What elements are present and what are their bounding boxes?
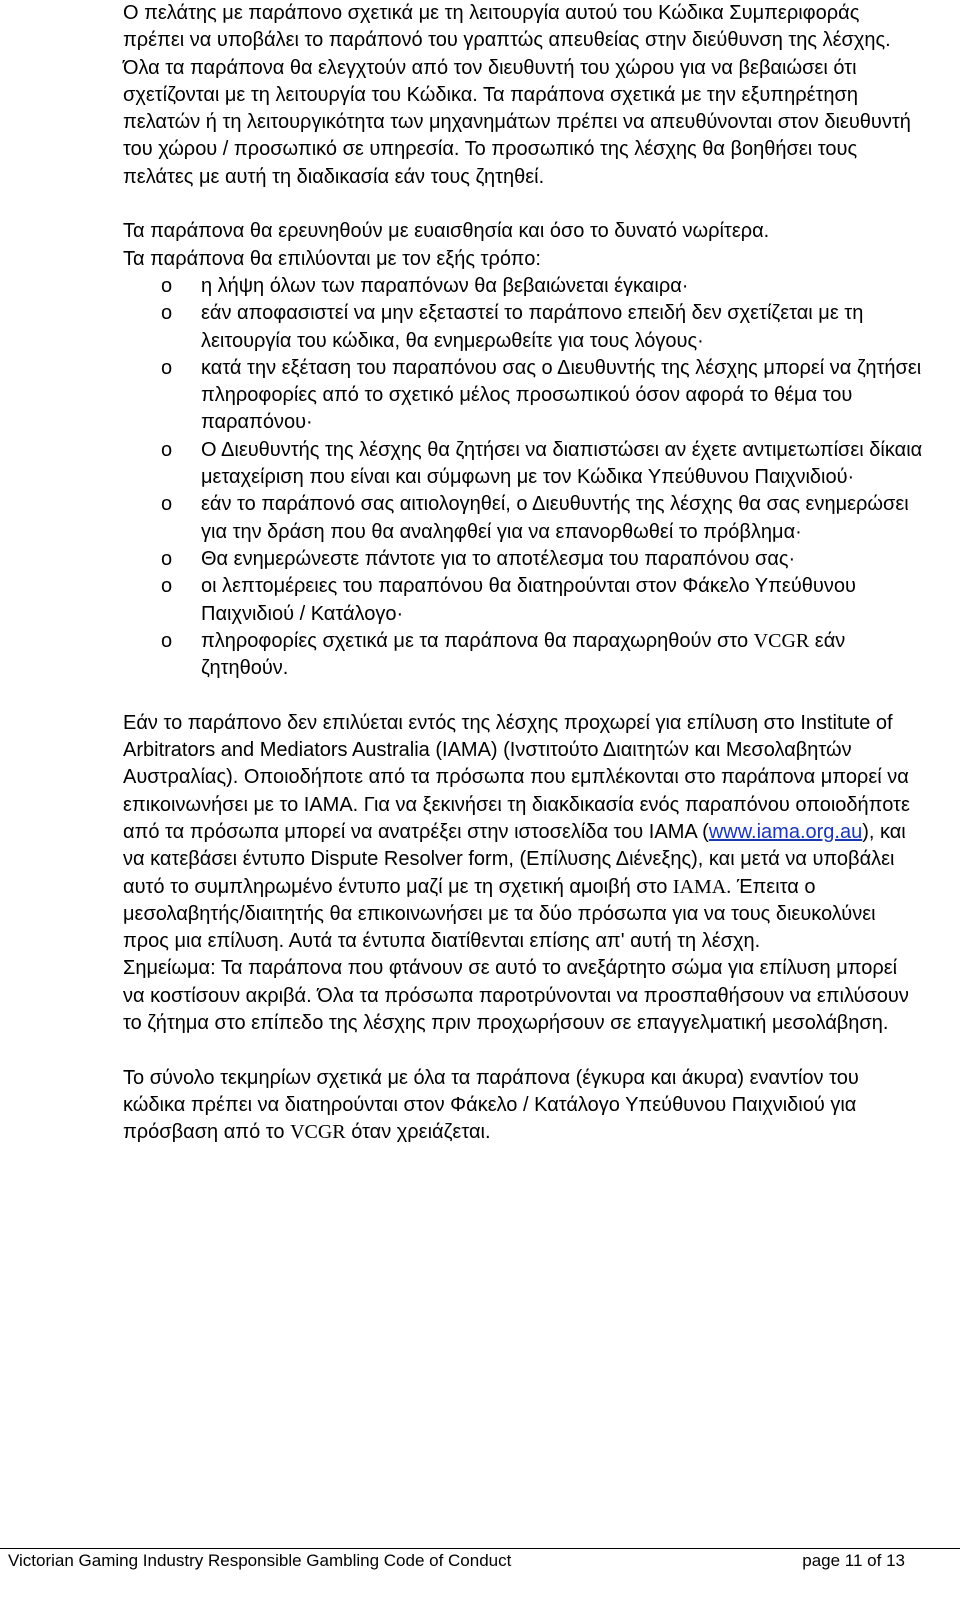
bullet-marker: o — [161, 547, 173, 570]
vcgr-acronym: VCGR — [753, 629, 810, 652]
footer-document-title: Victorian Gaming Industry Responsible Gambling Code of Conduct — [8, 1551, 512, 1570]
iama-paragraph — [123, 710, 923, 956]
iama-text-part3: Έπειτα ο μεσολαβητής/διαιτητής θα επικοινωνήσει με τα δύο πρόσωπα για να τους διευκολύνει προς μια επίλυση. Αυτά τα έντυπα διατίθενται επίσης απ' αυτή τη λέσχη. — [123, 875, 876, 953]
resolution-intro: Τα παράπονα θα επιλύονται με τον εξής τρόπο: — [123, 247, 541, 270]
list-item — [123, 628, 923, 683]
bullet-marker: o — [161, 274, 173, 297]
intro-paragraph: Ο πελάτης με παράπονο σχετικά με τη λειτουργία αυτού του Κώδικα Συμπεριφοράς πρέπει να υποβάλει το παράπονό του γραπτώς απευθείας στην διεύθυνση της λέσχης. Όλα τα παράπονα θα ελεγχτούν από τον διευθυντή του χώρου για να βεβαιώσει ότι σχετίζονται με τη λειτουργία του Κώδικα. Τα παράπονα σχετικά με την εξυπηρέτηση πελατών ή τη λειτουργικότητα των μηχανημάτων πρέπει να απευθύνονται στον διευθυντή του χώρου / προσωπικό σε υπηρεσία. Το προσωπικό της λέσχης θα βοηθήσει τους πελάτες με αυτή τη διαδικασία εάν τους ζητηθεί. — [123, 2, 911, 188]
iama-acronym: IAMA. — [672, 875, 732, 898]
list-item — [123, 355, 923, 437]
paragraph-gap — [123, 682, 923, 709]
iama-website-link[interactable]: www.iama.org.au — [708, 820, 863, 843]
note-paragraph: Σημείωμα: Τα παράπονα που φτάνουν σε αυτό το ανεξάρτητο σώμα για επίλυση μπορεί να κοστίσουν ακριβά. Όλα τα πρόσωπα παροτρύνονται να προσπαθήσουν να επιλύσουν το ζήτημα στο επίπεδο της λέσχης πριν προχωρήσουν σε επαγγελματική μεσολάβηση. — [123, 957, 909, 1034]
investigation-paragraph: Τα παράπονα θα ερευνηθούν με ευαισθησία και όσο το δυνατό νωρίτερα. — [123, 220, 770, 243]
list-item — [123, 491, 923, 546]
bullet-marker: o — [161, 493, 173, 516]
list-item-text-end: εάν ζητηθούν. — [201, 629, 846, 680]
paragraph-gap — [123, 1037, 923, 1064]
list-item-text: εάν αποφασιστεί να μην εξεταστεί το παράπονο επειδή δεν σχετίζεται με τη λειτουργία του κώδικα, θα ενημερωθείτε για τους λόγους· — [201, 302, 864, 352]
records-paragraph — [123, 1065, 923, 1147]
list-item-text: εάν το παράπονό σας αιτιολογηθεί, ο Διευθυντής της λέσχης θα σας ενημερώσει για την δράση που θα αναληφθεί για να επανορθωθεί το πρόβλημα· — [201, 493, 909, 543]
list-item — [123, 573, 923, 628]
list-item — [123, 437, 923, 492]
iama-text-part2: ), και να κατεβάσει έντυπο Dispute Resolver form, (Επίλυσης Διένεξης), και μετά να υποβάλει αυτό το συμπληρωμένο έντυπο μαζί με τη σχετική αμοιβή στο — [123, 820, 906, 898]
list-item-text: κατά την εξέταση του παραπόνου σας ο Διευθυντής της λέσχης μπορεί να ζητήσει πληροφορίες από το σχετικό μέλος προσωπικού όσον αφορά το θέμα του παραπόνου· — [201, 356, 922, 434]
paragraph-gap — [123, 191, 923, 218]
list-item-text: η λήψη όλων των παραπόνων θα βεβαιώνεται έγκαιρα· — [201, 274, 689, 297]
list-item-text: πληροφορίες σχετικά με τα παράπονα θα παραχωρηθούν στο — [201, 629, 749, 652]
bullet-marker: o — [161, 575, 173, 598]
iama-text-part1: Εάν το παράπονο δεν επιλύεται εντός της λέσχης προχωρεί για επίλυση στο Institute of Arbitrators and Mediators Australia (IAMA) (Ινστιτούτο Διαιτητών και Μεσολαβητών Αυστραλίας). Οποιοδήποτε από τα πρόσωπα που εμπλέκονται στο παράπονα μπορεί να επικοινωνήσει με το IAMA. Για να ξεκινήσει τη διακδικασία ενός παραπόνου οποιοδήποτε από τα πρόσωπα μπορεί να ανατρέξει στην ιστοσελίδα του IAMA ( — [123, 711, 910, 843]
bullet-marker: o — [161, 438, 173, 461]
vcgr-acronym: VCGR — [290, 1121, 346, 1144]
resolution-list — [123, 273, 923, 682]
bullet-marker: o — [161, 302, 173, 325]
bullet-marker: o — [161, 629, 173, 652]
list-item-text: Ο Διευθυντής της λέσχης θα ζητήσει να διαπιστώσει αν έχετε αντιμετωπίσει δίκαια μεταχείριση που είναι και σύμφωνη με τον Κώδικα Υπεύθυνου Παιχνιδιού· — [201, 438, 923, 489]
list-item-text: οι λεπτομέρειες του παραπόνου θα διατηρούνται στον Φάκελο Υπεύθυνου Παιχνιδιού / Κατάλογο· — [201, 575, 856, 625]
list-item — [123, 300, 923, 355]
bullet-marker: o — [161, 356, 173, 379]
list-item — [123, 546, 923, 573]
records-text: Το σύνολο τεκμηρίων σχετικά με όλα τα παράπονα (έγκυρα και άκυρα) εναντίον του κώδικα πρέπει να διατηρούνται στον Φάκελο / Κατάλογο Υπεύθυνου Παιχνιδιού για πρόσβαση από το — [123, 1066, 859, 1144]
list-item — [123, 273, 923, 300]
document-body — [123, 0, 923, 1146]
list-item-text: Θα ενημερώνεστε πάντοτε για το αποτέλεσμα του παραπόνου σας· — [201, 547, 796, 570]
page-footer — [0, 1548, 960, 1573]
records-text-end: όταν χρειάζεται. — [351, 1121, 491, 1144]
footer-page-number: page 11 of 13 — [802, 1551, 905, 1570]
